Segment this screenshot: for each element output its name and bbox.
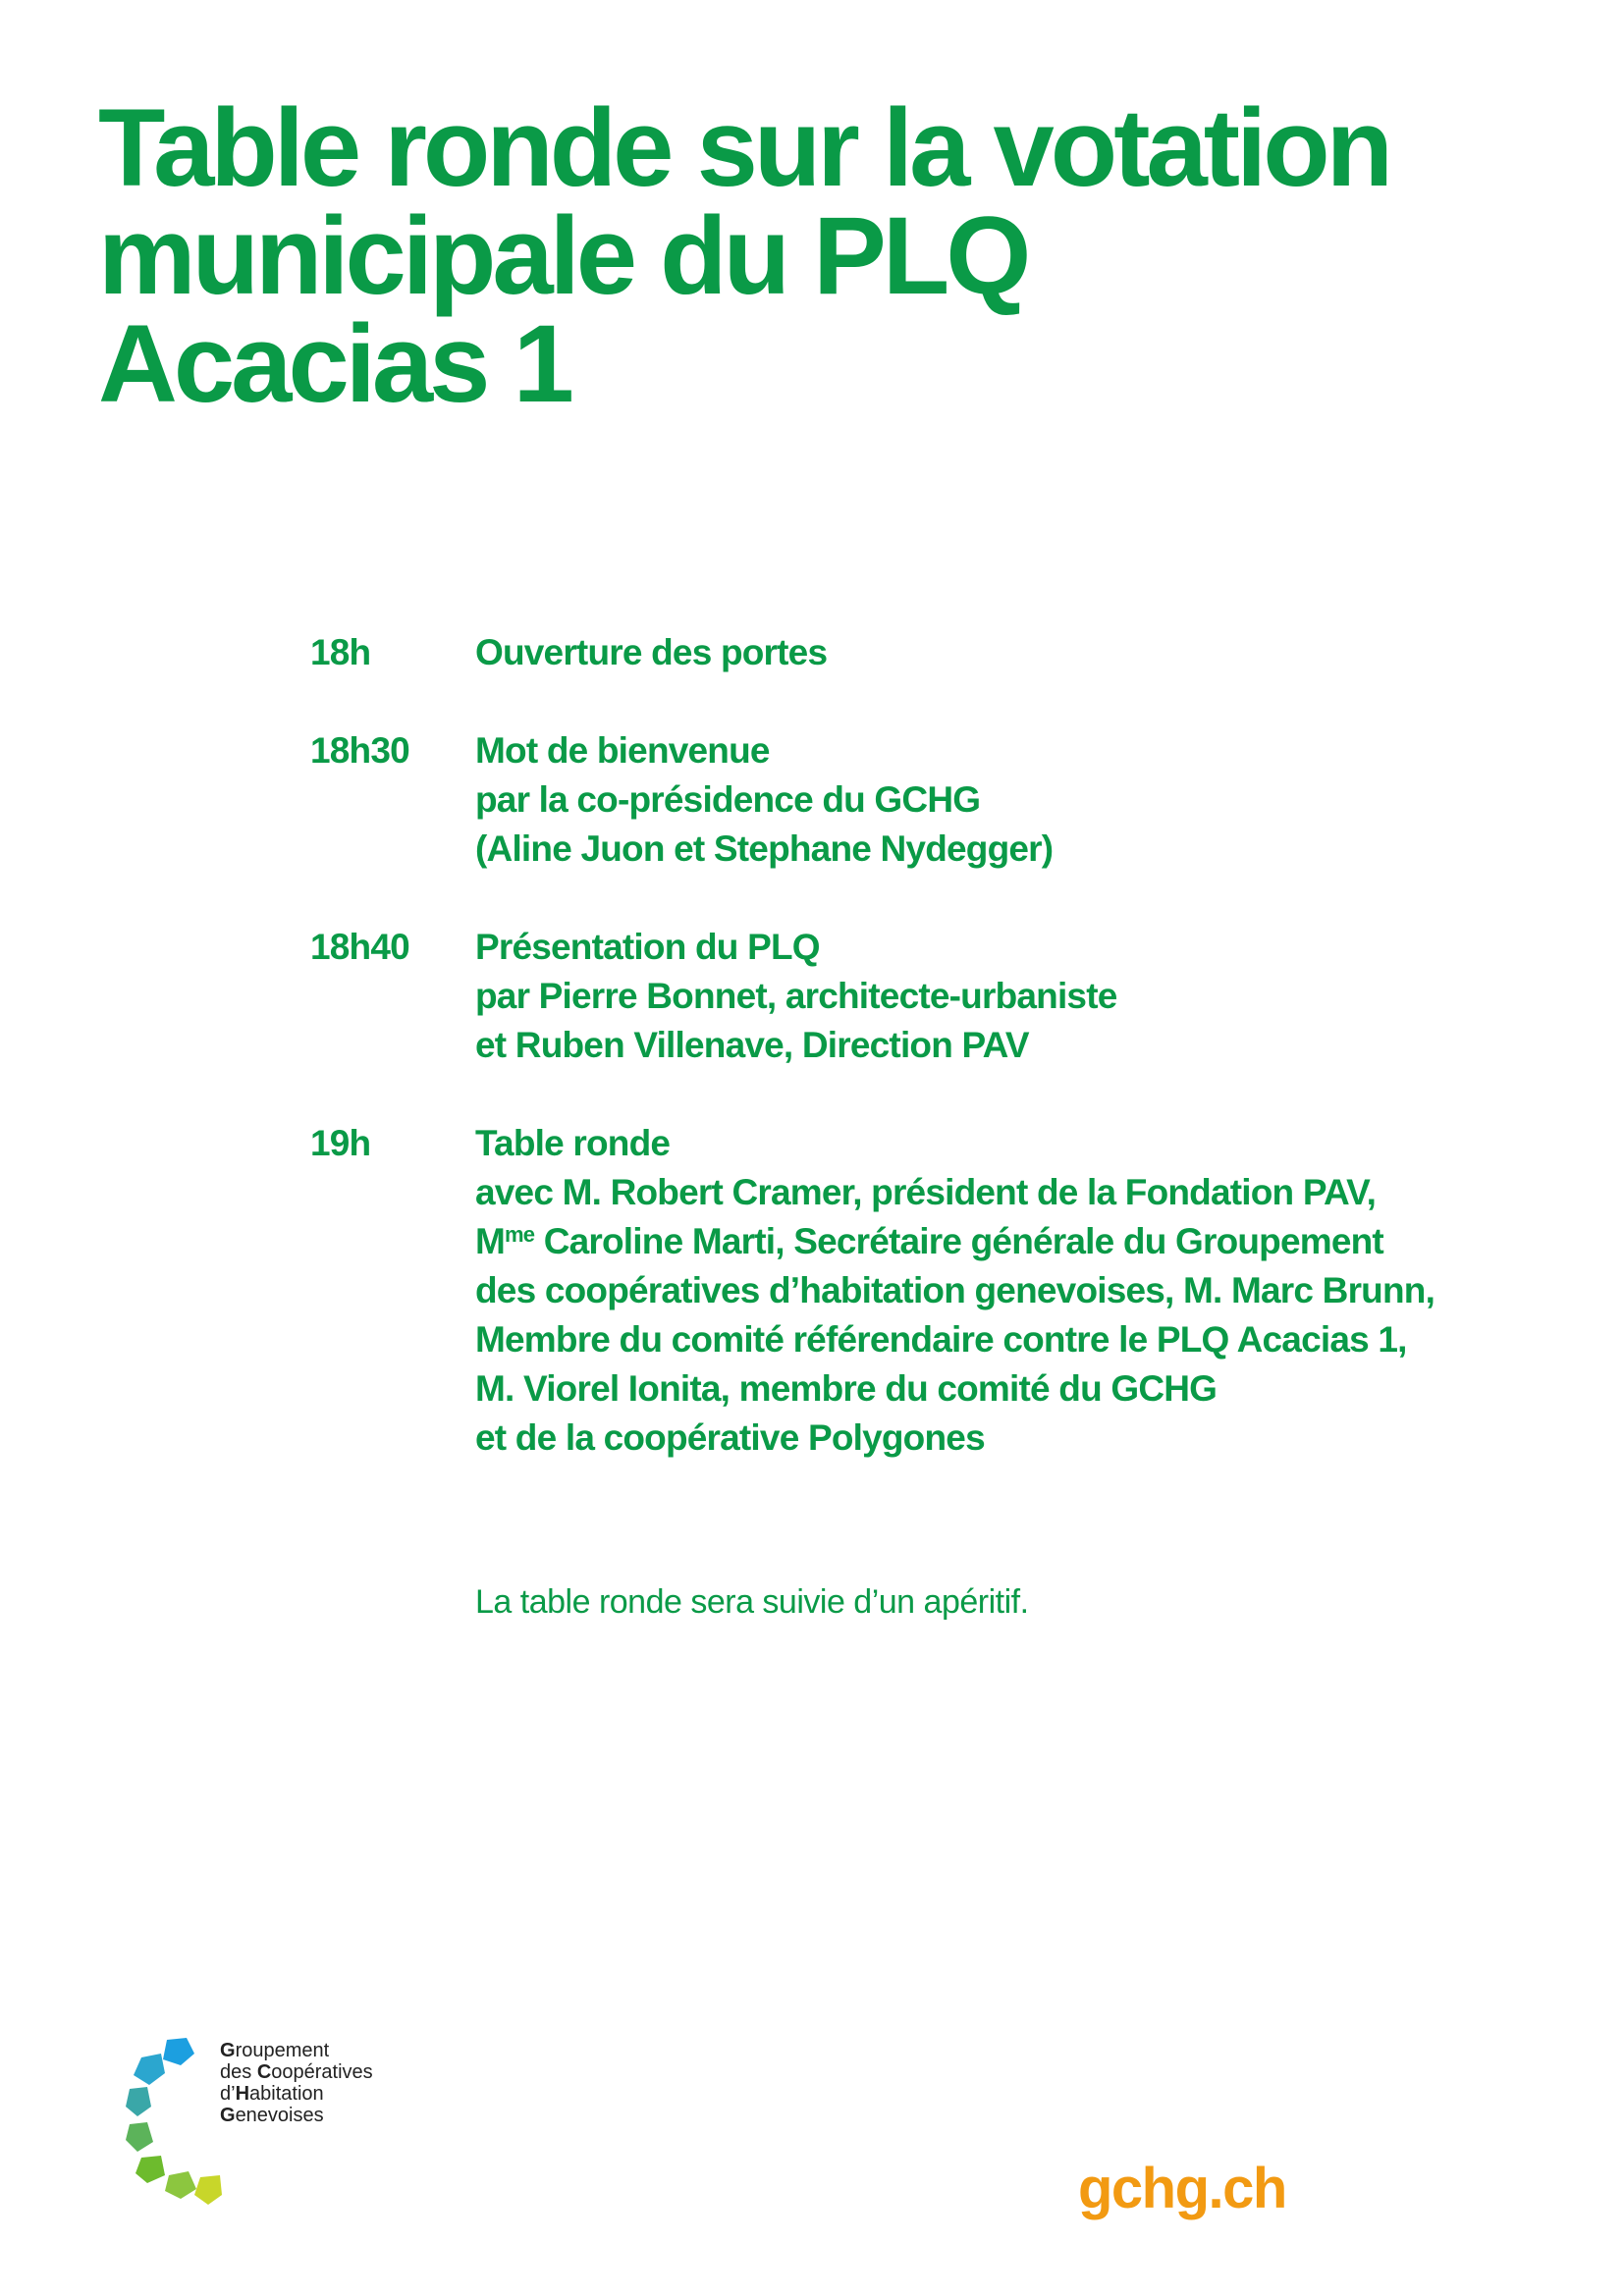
schedule-time: 19h — [310, 1123, 371, 1163]
schedule-detail: Membre du comité référendaire contre le PLQ Acacias 1, — [475, 1319, 1407, 1360]
logo-line-4: Genevoises — [220, 2105, 324, 2126]
logo-line-2: des Coopératives — [220, 2061, 373, 2083]
schedule-heading: Mot de bienvenue — [475, 730, 770, 771]
schedule-item-welcome — [310, 726, 1587, 874]
schedule-detail: et de la coopérative Polygones — [475, 1417, 985, 1458]
schedule-heading: Présentation du PLQ — [475, 927, 820, 967]
schedule-detail: par Pierre Bonnet, architecte-urbaniste — [475, 976, 1117, 1016]
page-title — [98, 86, 1551, 425]
title-line-2: municipale du PLQ — [98, 194, 1028, 317]
website-link[interactable]: gchg.ch — [1078, 2157, 1286, 2220]
speaker-marti: Caroline Marti, Secrétaire générale du Groupement — [534, 1221, 1383, 1261]
schedule-content — [475, 1119, 1587, 1463]
schedule-detail: et Ruben Villenave, Direction PAV — [475, 1025, 1029, 1065]
schedule-time: 18h — [310, 632, 371, 672]
schedule-item-presentation — [310, 923, 1587, 1070]
logo-line-1: Groupement — [220, 2040, 330, 2061]
schedule-heading: Ouverture des portes — [475, 632, 828, 672]
gchg-logo-icon — [124, 2032, 222, 2228]
schedule-time: 18h30 — [310, 730, 409, 771]
logo-line-3: d’Habitation — [220, 2083, 324, 2105]
honorific-m: M — [475, 1221, 506, 1261]
schedule-detail: par la co-présidence du GCHG — [475, 779, 981, 820]
title-line-1: Table ronde sur la votation — [98, 86, 1390, 209]
logo-wordmark — [220, 2040, 373, 2126]
schedule-time: 18h40 — [310, 927, 409, 967]
schedule-detail: avec M. Robert Cramer, président de la Fondation PAV, — [475, 1172, 1377, 1212]
title-line-3: Acacias 1 — [98, 302, 570, 425]
schedule-detail: M. Viorel Ionita, membre du comité du GCHG — [475, 1368, 1218, 1409]
schedule-content — [475, 923, 1587, 1070]
aperitif-note: La table ronde sera suivie d’un apéritif. — [475, 1583, 1029, 1621]
schedule-detail: (Aline Juon et Stephane Nydegger) — [475, 828, 1054, 869]
event-schedule — [310, 628, 1587, 1512]
honorific-superscript: me — [505, 1222, 535, 1247]
schedule-item-round-table — [310, 1119, 1587, 1463]
schedule-item-opening — [310, 628, 1587, 677]
gchg-logo — [124, 2032, 516, 2228]
schedule-content — [475, 726, 1587, 874]
schedule-content — [475, 628, 1587, 677]
schedule-detail: des coopératives d’habitation genevoises, M. Marc Brunn, — [475, 1270, 1435, 1310]
schedule-heading: Table ronde — [475, 1123, 671, 1163]
schedule-detail — [475, 1217, 1587, 1266]
